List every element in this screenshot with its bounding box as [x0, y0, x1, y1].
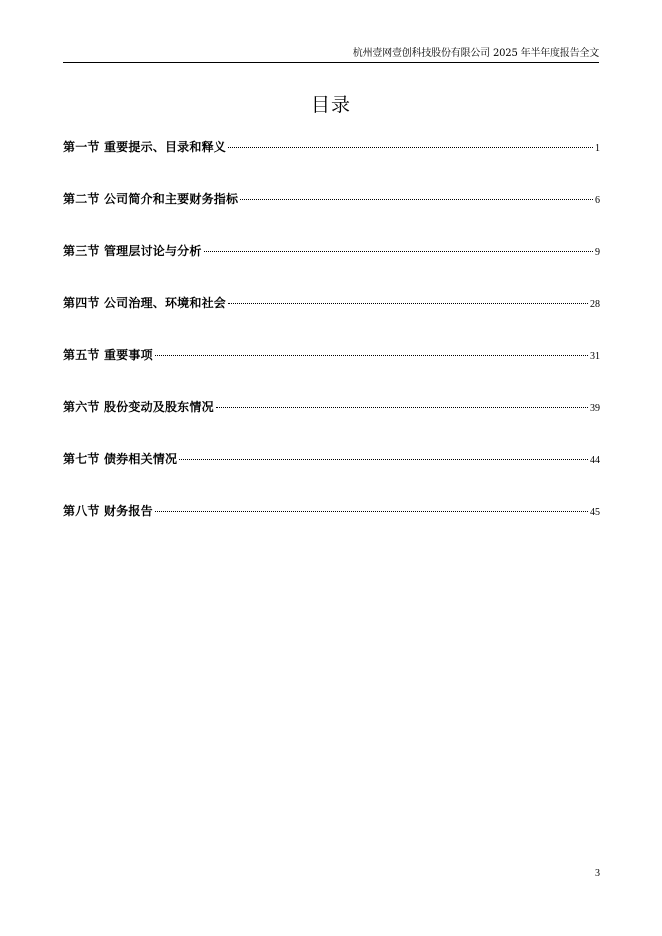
toc-entry-label: 第二节 公司简介和主要财务指标 [63, 192, 239, 206]
toc-entry-section-4[interactable] [63, 294, 600, 312]
toc-entry-label: 第八节 财务报告 [63, 504, 153, 518]
dot-leader [155, 354, 588, 356]
toc-entry-label: 第七节 债券相关情况 [63, 452, 178, 466]
toc-entry-label: 第五节 重要事项 [63, 348, 153, 362]
toc-entry-section-1[interactable] [63, 138, 600, 156]
toc-entry-section-8[interactable] [63, 502, 600, 520]
page-title: 目录 [310, 94, 351, 116]
toc-entry-section-7[interactable] [63, 450, 600, 468]
dot-leader [155, 510, 588, 512]
header-text: 杭州壹网壹创科技股份有限公司 2025 年半年度报告全文 [352, 48, 599, 59]
toc-entry-page: 6 [595, 195, 600, 206]
dot-leader [240, 198, 593, 200]
dot-leader [228, 146, 593, 148]
toc-entry-label: 第一节 重要提示、目录和释义 [63, 140, 226, 154]
toc-entry-page: 1 [595, 143, 600, 154]
dot-leader [204, 250, 593, 252]
toc-entry-label: 第四节 公司治理、环境和社会 [63, 296, 226, 310]
toc-entry-section-5[interactable] [63, 346, 600, 364]
toc-entry-page: 39 [590, 403, 600, 414]
toc-entry-page: 45 [590, 507, 600, 518]
page-number: 3 [595, 868, 600, 879]
toc-entry-page: 9 [595, 247, 600, 258]
dot-leader [228, 302, 588, 304]
toc-entry-page: 44 [590, 455, 600, 466]
toc-entry-section-3[interactable] [63, 242, 600, 260]
toc-entry-page: 31 [590, 351, 600, 362]
dot-leader [179, 458, 588, 460]
toc-entry-label: 第三节 管理层讨论与分析 [63, 244, 202, 258]
toc-entry-section-6[interactable] [63, 398, 600, 416]
toc-entry-label: 第六节 股份变动及股东情况 [63, 400, 214, 414]
page-header [63, 48, 599, 63]
toc-entry-page: 28 [590, 299, 600, 310]
dot-leader [216, 406, 588, 408]
toc-entry-section-2[interactable] [63, 190, 600, 208]
